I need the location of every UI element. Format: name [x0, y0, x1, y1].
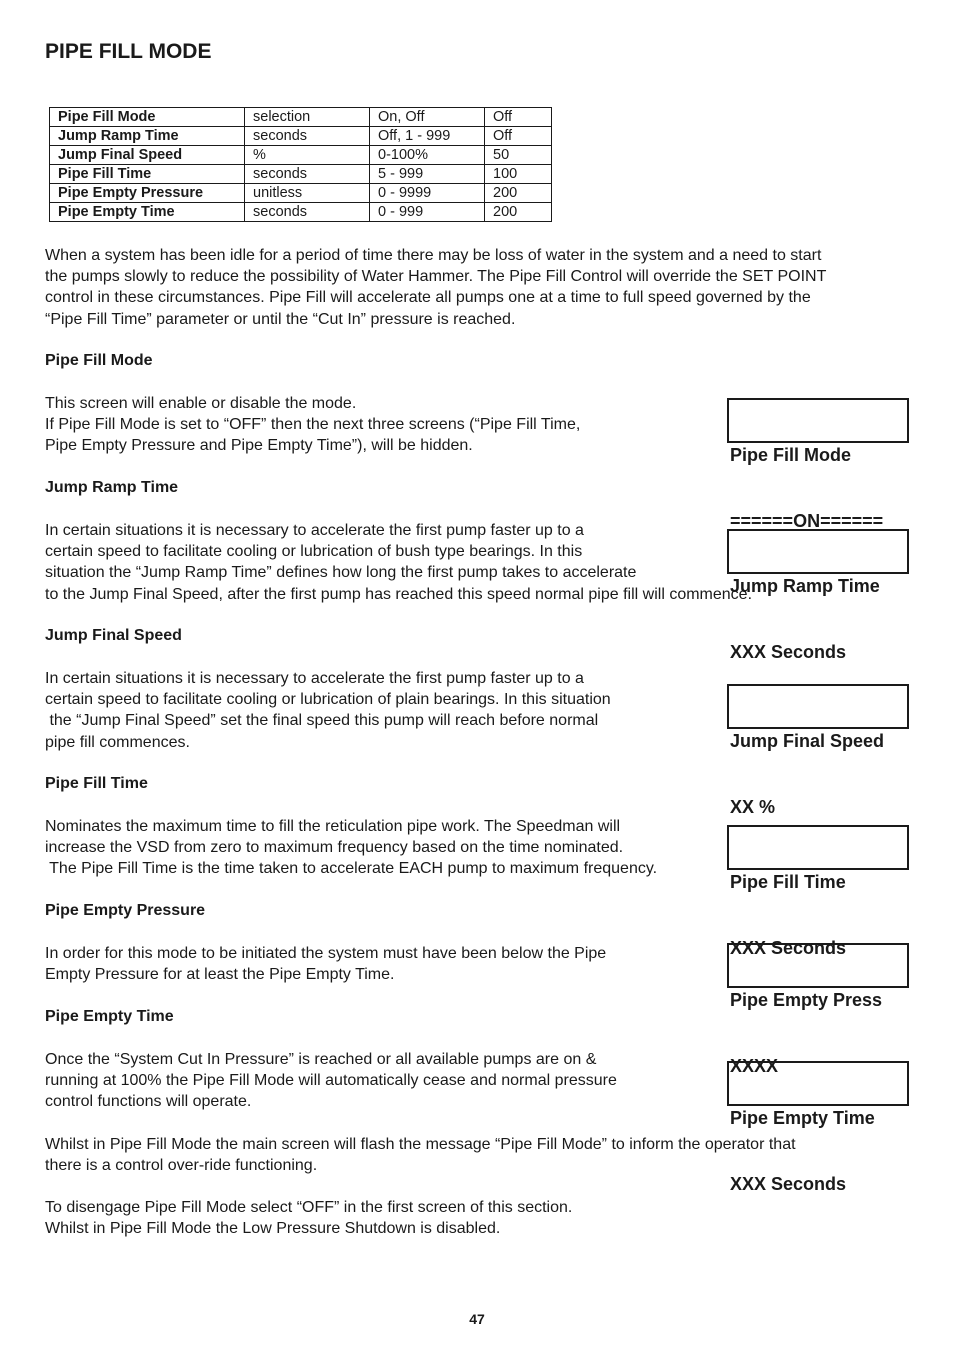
display-jump-ramp-time: [727, 529, 909, 662]
intro-paragraph: When a system has been idle for a period of time there may be loss of water in the system and a need to start the pumps slowly to reduce the possibility of Water Hammer. The Pipe Fill Control will override the SET POINT control in these circumstances. Pipe Fill will accelerate all pumps one at a time to full speed governed by the “Pipe Fill Time” parameter or until the “Cut In” pressure is reached.: [45, 247, 827, 328]
table-cell: selection: [245, 108, 370, 127]
page-number: 47: [469, 1311, 485, 1327]
display-line-2: ======ON======: [730, 511, 884, 531]
section-heading-pipe-fill-time: Pipe Fill Time: [45, 775, 148, 792]
display-pipe-empty-time: [727, 1061, 909, 1194]
display-jump-final-speed: [727, 684, 909, 817]
section-body-jump-final-speed: In certain situations it is necessary to accelerate the first pump faster up to a certain speed to facilitate cooling or lubrication of plain bearings. In this situation the “Jump Final Speed” set the final speed this pump will reach before normal pipe fill commences.: [45, 670, 611, 751]
display-line-1: Pipe Empty Press: [730, 990, 883, 1010]
table-cell: %: [245, 146, 370, 165]
display-line-1: Pipe Fill Mode: [730, 445, 852, 465]
section-heading-jump-final-speed: Jump Final Speed: [45, 627, 182, 644]
section-body-pipe-fill-time: Nominates the maximum time to fill the reticulation pipe work. The Speedman will increase the VSD from zero to maximum frequency based on the time nominated. The Pipe Fill Time is the time taken to accelerate EACH pump to maximum frequency.: [45, 818, 658, 878]
display-line-1: Pipe Empty Time: [730, 1108, 875, 1128]
table-cell: seconds: [245, 127, 370, 146]
display-line-2: XXX Seconds: [730, 938, 847, 958]
table-cell: 50: [485, 146, 552, 165]
table-cell: 100: [485, 165, 552, 184]
table-cell: seconds: [245, 203, 370, 222]
display-line-1: Jump Ramp Time: [730, 576, 880, 596]
outro-paragraph-1: Whilst in Pipe Fill Mode the main screen will flash the message “Pipe Fill Mode” to inform the operator that there is a control over-ride functioning.: [45, 1136, 796, 1175]
section-heading-pipe-fill-mode: Pipe Fill Mode: [45, 352, 153, 369]
display-pipe-fill-time: [727, 825, 909, 958]
table-cell: unitless: [245, 184, 370, 203]
table-cell: Pipe Empty Pressure: [50, 184, 245, 203]
table-cell: 0-100%: [370, 146, 485, 165]
table-cell: Pipe Empty Time: [50, 203, 245, 222]
section-heading-pipe-empty-pressure: Pipe Empty Pressure: [45, 902, 206, 919]
display-line-2: XX %: [730, 797, 776, 817]
table-cell: 0 - 9999: [370, 184, 485, 203]
table-cell: Jump Ramp Time: [50, 127, 245, 146]
display-line-2: XXX Seconds: [730, 1174, 847, 1194]
table-cell: Jump Final Speed: [50, 146, 245, 165]
table-cell: Off, 1 - 999: [370, 127, 485, 146]
section-body-pipe-fill-mode: This screen will enable or disable the mode. If Pipe Fill Mode is set to “OFF” then the next three screens (“Pipe Fill Time, Pipe Empty Pressure and Pipe Empty Time”), will be hidden.: [45, 395, 581, 455]
section-body-jump-ramp-time: In certain situations it is necessary to accelerate the first pump faster up to a certain speed to facilitate cooling or lubrication of bush type bearings. In this situation the “Jump Ramp Time” defines how long the first pump takes to accelerate to the Jump Final Speed, after the first pump has reached this speed normal pipe fill will commence.: [45, 522, 753, 603]
page-title: PIPE FILL MODE: [45, 40, 212, 63]
table-row: [50, 184, 552, 203]
display-line-2: XXXX: [730, 1056, 779, 1076]
table-cell: Pipe Fill Mode: [50, 108, 245, 127]
display-line-1: Pipe Fill Time: [730, 872, 846, 892]
table-cell: Pipe Fill Time: [50, 165, 245, 184]
table-cell: seconds: [245, 165, 370, 184]
section-heading-jump-ramp-time: Jump Ramp Time: [45, 479, 179, 496]
section-body-pipe-empty-pressure: In order for this mode to be initiated the system must have been below the Pipe Empty Pressure for at least the Pipe Empty Time.: [45, 945, 607, 984]
table-cell: 5 - 999: [370, 165, 485, 184]
section-body-pipe-empty-time: Once the “System Cut In Pressure” is reached or all available pumps are on & running at 100% the Pipe Fill Mode will automatically cease and normal pressure control functions will operate.: [45, 1051, 617, 1111]
outro-paragraph-2: To disengage Pipe Fill Mode select “OFF” in the first screen of this section. Whilst in Pipe Fill Mode the Low Pressure Shutdown is disabled.: [45, 1199, 573, 1238]
table-cell: Off: [485, 127, 552, 146]
table-cell: 0 - 999: [370, 203, 485, 222]
display-pipe-fill-mode: [727, 398, 909, 531]
table-cell: Off: [485, 108, 552, 127]
table-cell: 200: [485, 184, 552, 203]
parameter-table-body: [50, 108, 552, 222]
table-row: [50, 108, 552, 127]
display-line-1: Jump Final Speed: [730, 731, 885, 751]
table-cell: 200: [485, 203, 552, 222]
display-pipe-empty-pressure: [727, 943, 909, 1076]
section-heading-pipe-empty-time: Pipe Empty Time: [45, 1008, 174, 1025]
table-row: [50, 146, 552, 165]
table-cell: On, Off: [370, 108, 485, 127]
table-row: [50, 203, 552, 222]
table-row: [50, 165, 552, 184]
parameter-table: [49, 107, 552, 222]
display-line-2: XXX Seconds: [730, 642, 847, 662]
table-row: [50, 127, 552, 146]
